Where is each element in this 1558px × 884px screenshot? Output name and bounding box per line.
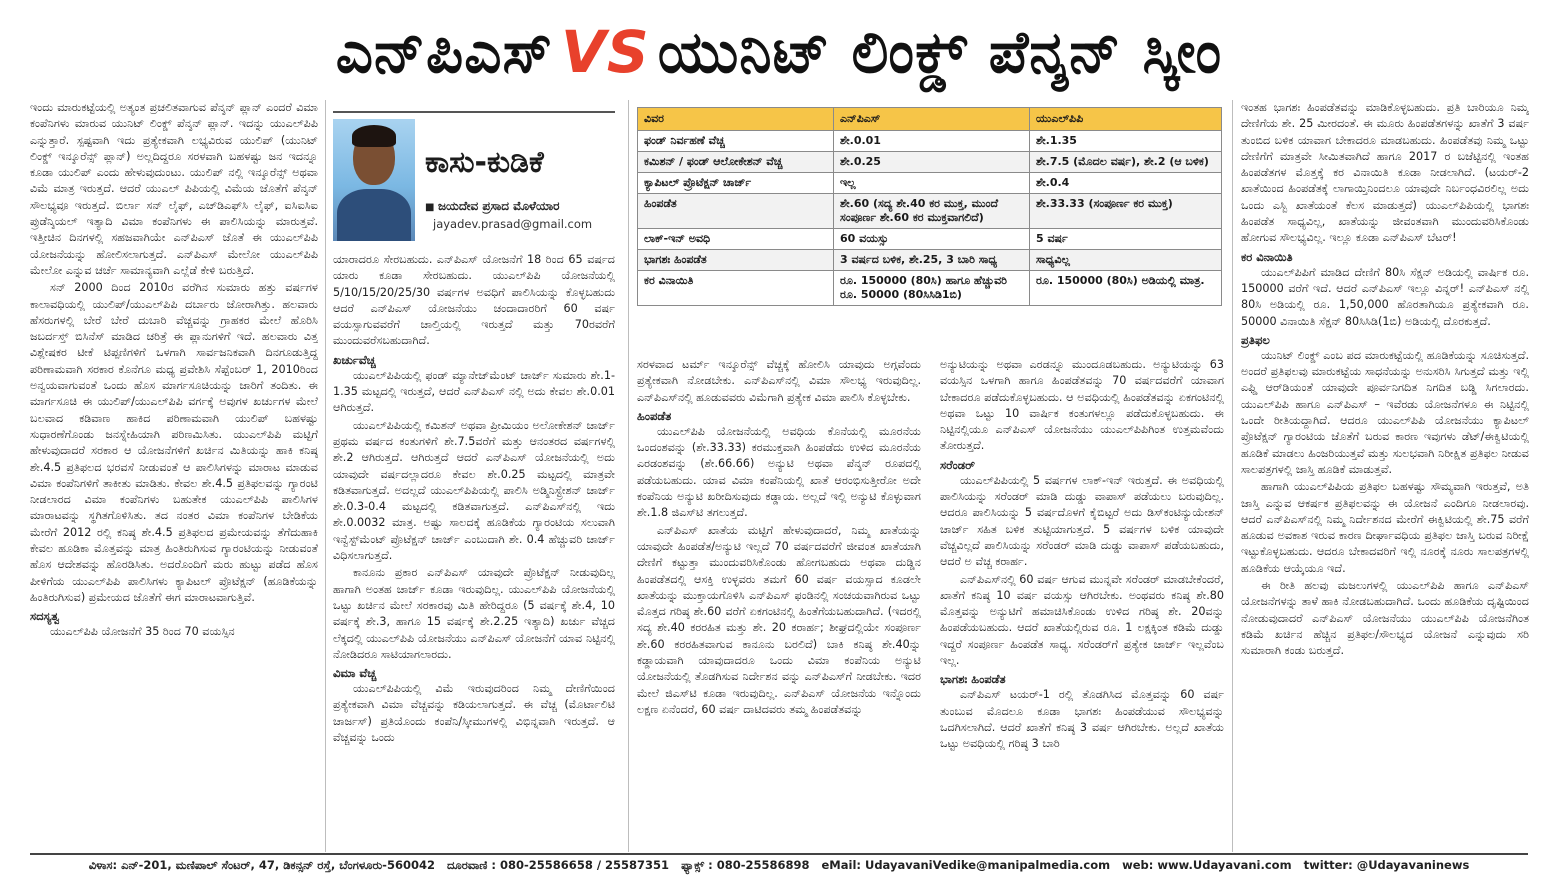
table-cell: ಕಮಿಶನ್ / ಫಂಡ್ ಆಲೋಕೇಶನ್ ವೆಚ್ಚ <box>638 152 834 173</box>
column-email[interactable]: jayadev.prasad@gmail.com <box>433 217 593 231</box>
subheading: ಭಾಗಶಃ ಹಿಂಪಡೆತ <box>940 672 1006 687</box>
article-column-4 <box>940 357 1224 852</box>
headline-left: ಎನ್‌ಪಿಎಸ್ <box>335 18 554 86</box>
column-divider <box>1232 100 1233 852</box>
table-row <box>638 271 1222 306</box>
footer-twitter[interactable]: twitter: @Udayavaninews <box>1303 858 1470 872</box>
paragraph: ಸನ್ 2000 ದಿಂದ 2010ರ ವರೆಗಿನ ಸುಮಾರು ಹತ್ತು ವರ್ಷಗಳ ಕಾಲಾವಧಿಯಲ್ಲಿ ಯುಲಿಪ್/ಯುಎಲ್‌ಪಿಪಿ ದರ್ಬಾರು ಜೋರಾಗಿತ್ತು. ಹಲವಾರು ಹೆಸರುಗಳಲ್ಲಿ ಬೇರೆ ಬೇರೆ ದುಬಾರಿ ವೆಚ್ಚವನ್ನು ಗ್ರಾಹಕರ ಮೇಲೆ ಹೊರಿಸಿ ಜಬರ್ದಸ್ತ್ ಬಿಸಿನೆಸ್ ಮಾಡಿದ ಚರಿತ್ರೆ ಈ ಪ್ಲಾನುಗಳಿಗೆ ಇದೆ. ಹಲವಾರು ವಿತ್ತ ವಿಶ್ಲೇಷಕರ ಟೀಕೆ ಟಿಪ್ಪಣಿಗಳಿಗೆ ಒಳಗಾಗಿ ಸಾರ್ವಜನಿಕವಾಗಿ ದಿನಗೂಡುತ್ತಿದ್ದ ಪರಿಣಾಮವಾಗಿ ಸರಕಾರ ಕೊನೆಗೂ ಮಧ್ಯ ಪ್ರವೇಶಿಸಿ ಸೆಪ್ಟೆಂಬರ್ 1, 2010ರಿಂದ ಅನ್ವಯವಾಗುವಂತೆ ಒಂದು ಹೊಸ ಮಾರ್ಗಸೂಚಿಯನ್ನು ಜಾರಿಗೆ ತಂದಿತು. ಈ ಮಾರ್ಗಸೂಚಿ ಈ ಯುಲಿಪ್/ಯುಎಲ್‌ಪಿಪಿ ವರ್ಗಕ್ಕೆ ಅವುಗಳ ಖರ್ಚುಗಳ ಮೇಲೆ ಬಲವಾದ ಕಡಿವಾಣ ಹಾಕಿದ ಪರಿಣಾಮವಾಗಿ ಯುಲಿಪ್ ಬಹಳಷ್ಟು ಸುಧಾರಣೆಗೊಂಡು ಜನಸ್ನೇಹಿಯಾಗಿ ಪರಿಣಮಿಸಿತು. ಯುಎಲ್‌ಪಿಪಿ ಮಟ್ಟಿಗೆ ಹೇಳುವುದಾದರೆ ಸರಕಾರ ಆ ಯೋಜನೆಗಳಿಗೆ ಖರ್ಚಿನ ಮಿತಿಯನ್ನು ಹಾಕಿ ಕನಿಷ್ಠ ಶೇ.4.5 ಪ್ರತಿಫಲದ ಭರವಸೆ ನೀಡುವಂತೆ ಆ ಪಾಲಿಸಿಗಳನ್ನು ಮಾರಾಟ ಮಾಡುವ ವಿಮಾ ಕಂಪೆನಿಗಳಿಗೆ ತಾಕೀತು ಮಾಡಿತು. ಕೇವಲ ಶೇ.4.5 ಪ್ರತಿಫಲವನ್ನು ಗ್ಯಾರಂಟಿ ನೀಡಲಾರದ ವಿಮಾ ಕಂಪೆನಿಗಳು ಬಹುತೇಕ ಯುಎಲ್‌ಪಿಪಿ ಪಾಲಿಸಿಗಳ ಮಾರಾಟವನ್ನು ಸ್ಥಗಿತಗೊಳಿಸಿತು. ತದ ನಂತರ ವಿಮಾ ಕಂಪೆನಿಗಳ ಬೇಡಿಕೆಯ ಮೇರೆಗೆ 2012 ರಲ್ಲಿ ಕನಿಷ್ಠ ಶೇ.4.5 ಪ್ರತಿಫಲದ ಪ್ರಮೇಯವನ್ನು ತೆಗೆದುಹಾಕಿ ಕೇವಲ ಹೂಡಿಕಾ ಮೊತ್ತವನ್ನು ಮಾತ್ರ ಹಿಂತಿರುಗಿಸುವ ಗ್ಯಾರಂಟಿಯನ್ನು ನೀಡುವಂತೆ ಹೊಸ ಆದೇಶವನ್ನು ಹೊರಡಿಸಿತು. ಅದರೊಂದಿಗೆ ಮರು ಹುಟ್ಟು ಪಡೆದ ಹೊಸ ಪೀಳಿಗೆಯ ಯುಎಲ್‌ಪಿಪಿ ಪಾಲಿಸಿಗಳು ಕ್ಯಾಪಿಟಲ್ ಪ್ರೊಟೆಕ್ಷನ್ (ಹೂಡಿಕೆಯನ್ನು ಹಿಂತಿರುಗಿಸುವ) ಪ್ರಮೇಯದ ಜೊತೆಗೆ ಈಗ ಮಾರಾಟವಾಗುತ್ತಿವೆ. <box>30 281 318 604</box>
table-cell: ಕ್ಯಾಪಿಟಲ್ ಪ್ರೊಟೆಕ್ಷನ್ ಚಾರ್ಜ್ <box>638 173 834 194</box>
column-divider <box>628 100 629 852</box>
table-cell: ಹಿಂಪಡೆತ <box>638 194 834 229</box>
paragraph: ಯಾರಾದರೂ ಸೇರಬಹುದು. ಎನ್‌ಪಿಎಸ್ ಯೋಜನೆಗೆ 18 ರಿಂದ 65 ವರ್ಷದ ಯಾರು ಕೂಡಾ ಸೇರಬಹುದು. ಯುಎಲ್‌ಪಿಪಿ ಯೋಜನೆಯಲ್ಲಿ 5/10/15/20/25/30 ವರ್ಷಗಳ ಅವಧಿಗೆ ಪಾಲಿಸಿಯನ್ನು ಕೊಳ್ಳಬಹುದು ಆದರೆ ಎನ್‌ಪಿಎಸ್ ಯೋಜನೆಯು ಚಂದಾದಾರರಿಗೆ 60 ವರ್ಷ ವಯಸ್ಸಾಗುವವರೆಗೆ ಚಾಲ್ತಿಯಲ್ಲಿ ಇರುತ್ತದೆ ಮತ್ತು 70ರವರೆಗೆ ಮುಂದುವರೆಸಬಹುದಾಗಿದೆ. <box>333 253 615 348</box>
table-cell: ರೂ. 150000 (80ಸಿ) ಅಡಿಯಲ್ಲಿ ಮಾತ್ರ. <box>1030 271 1222 306</box>
table-cell: ಇಲ್ಲ <box>834 173 1030 194</box>
table-header-cell: ವಿವರ <box>638 108 834 131</box>
table-cell: ಶೇ.60 (ಸದ್ಯ ಶೇ.40 ಕರ ಮುಕ್ತ, ಮುಂದೆ ಸಂಪೂರ್ಣ ಶೇ.60 ಕರ ಮುಕ್ತವಾಗಲಿದೆ) <box>834 194 1030 229</box>
comparison-table <box>637 107 1222 306</box>
headline-right: ಯುನಿಟ್ ಲಿಂಕ್ಡ್ ಪೆನ್ಶನ್ ಸ್ಕೀಂ <box>657 18 1223 86</box>
paragraph: ಯುಎಲ್‌ಪಿಪಿಯಲ್ಲಿ 5 ವರ್ಷಗಳ ಲಾಕ್-ಇನ್ ಇರುತ್ತದೆ. ಈ ಅವಧಿಯಲ್ಲಿ ಪಾಲಿಸಿಯನ್ನು ಸರೆಂಡರ್ ಮಾಡಿ ದುಡ್ಡು ವಾಪಾಸ್ ಪಡೆಯಲು ಬರುವುದಿಲ್ಲ. ಆದರೂ ಪಾಲಿಸಿಯನ್ನು 5 ವರ್ಷದೊಳಗೆ ಕೈಬಿಟ್ಟರೆ ಅದು ಡಿಸ್‌ಕಂಟಿನ್ಯುಯೇಶನ್ ಚಾರ್ಜ್ ಸಹಿತ ಬಳಿಕ ತುಟ್ಟಿಯಾಗುತ್ತದೆ. 5 ವರ್ಷಗಳ ಬಳಿಕ ಯಾವುದೇ ವೆಚ್ಚವಿಲ್ಲದೆ ಪಾಲಿಸಿಯನ್ನು ಸರೆಂಡರ್ ಮಾಡಿ ದುಡ್ಡು ವಾಪಾಸ್ ಪಡೆಯಬಹುದು, ಆದರೆ ಅ ವೆಚ್ಚ ಕರಾರ್ಹ. <box>940 473 1224 569</box>
table-cell: ರೂ. 150000 (80ಸಿ) ಹಾಗೂ ಹೆಚ್ಚುವರಿ ರೂ. 50000 (80ಸಿಸಿಡಿ1ಬಿ) <box>834 271 1030 306</box>
paragraph: ಹಾಗಾಗಿ ಯುಎಲ್‌ಪಿಪಿಯ ಪ್ರತಿಫಲ ಬಹಳಷ್ಟು ಸೌಮ್ಯವಾಗಿ ಇರುತ್ತವೆ, ಅತಿ ಜಾಸ್ತಿ ಎನ್ನುವ ಆಕರ್ಷಕ ಪ್ರತಿಫಲವನ್ನು ಈ ಯೋಜನೆ ಎಂದಿಗೂ ನೀಡಲಾರವು. ಆದರೆ ಎನ್‌ಪಿಎಸ್‌ನಲ್ಲಿ ನಿಮ್ಮ ನಿರ್ದೇಶನದ ಮೇರೆಗೆ ಈಕ್ವಿಟಿಯಲ್ಲಿ ಶೇ.75 ವರೆಗೆ ಹೂಡುವ ಅವಕಾಶ ಇರುವ ಕಾರಣ ದೀರ್ಘಾವಧಿಯ ಪ್ರತಿಫಲ ಜಾಸ್ತಿ ಬರುವ ನಿರೀಕ್ಷೆ ಇಟ್ಟುಕೊಳ್ಳಬಹುದು. ಆದರೂ ಬೇಕಾದವರಿಗೆ ಇಲ್ಲಿ ನೂರಕ್ಕೆ ನೂರು ಸಾಲಪತ್ರಗಳಲ್ಲಿ ಹೂಡಿಕೆಯ ಆಯ್ಕೆಯೂ ಇದೆ. <box>1241 480 1529 575</box>
table-header-cell: ಎನ್‌ಪಿಎಸ್ <box>834 108 1030 131</box>
table-cell: ಶೇ.7.5 (ಮೊದಲ ವರ್ಷ), ಶೇ.2 (ಆ ಬಳಿಕ) <box>1030 152 1222 173</box>
table-cell: ಸಾಧ್ಯವಿಲ್ಲ <box>1030 250 1222 271</box>
article-column-2 <box>333 252 615 852</box>
footer <box>30 858 1528 873</box>
paragraph: ಯುಎಲ್‌ಪಿಪಿ ಯೋಜನೆಯಲ್ಲಿ ಅವಧಿಯ ಕೊನೆಯಲ್ಲಿ ಮೂರನೆಯ ಒಂದಂಶವನ್ನು (ಶೇ.33.33) ಕರಮುಕ್ತವಾಗಿ ಹಿಂಪಡೆದು ಉಳಿದ ಮೂರನೆಯ ಎರಡಂಶವನ್ನು (ಶೇ.66.66) ಅನ್ಯುಟಿ ಅಥವಾ ಪೆನ್ಶನ್ ರೂಪದಲ್ಲಿ ಪಡೆಯಬಹುದು. ಯಾವ ವಿಮಾ ಕಂಪೆನಿಯಲ್ಲಿ ಖಾತೆ ಆರಂಭಿಸುತ್ತೀರೋ ಅದೇ ಕಂಪೆನಿಯ ಅನ್ಯುಟಿ ಖರೀದಿಸುವುದು ಕಡ್ಡಾಯ. ಅಲ್ಲದೆ ಇಲ್ಲಿ ಅನ್ಯುಟಿ ಕೊಳ್ಳುವಾಗ ಶೇ.1.8 ಜಿಎಸ್‌ಟಿ ತಗಲುತ್ತದೆ. <box>637 424 921 520</box>
table-cell: ಭಾಗಶಃ ಹಿಂಪಡೆತ <box>638 250 834 271</box>
column-title: ಕಾಸು-ಕುಡಿಕೆ <box>425 145 544 180</box>
article-column-1 <box>30 100 318 852</box>
paragraph: ಅನ್ಯುಟಿಯನ್ನು ಅಥವಾ ಎರಡನ್ನೂ ಮುಂದೂಡಬಹುದು. ಅನ್ಯುಟಿಯನ್ನು 63 ವಯಸ್ಸಿನ ಒಳಗಾಗಿ ಹಾಗೂ ಹಿಂಪಡೆತವನ್ನು 70 ವರ್ಷದವರೆಗೆ ಯಾವಾಗ ಬೇಕಾದರೂ ಪಡೆದುಕೊಳ್ಳಬಹುದು. ಆ ಅವಧಿಯಲ್ಲಿ ಹಿಂಪಡೆತವನ್ನು ಏಕಗಂಟಿನಲ್ಲಿ ಅಥವಾ ಒಟ್ಟು 10 ವಾರ್ಷಿಕ ಕಂತುಗಳಲ್ಲೂ ಪಡೆದುಕೊಳ್ಳಬಹುದು. ಈ ನಿಟ್ಟಿನಲ್ಲಿಯೂ ಎನ್‌ಪಿಎಸ್ ಯೋಜನೆಯು ಯುಎಲ್‌ಪಿಪಿಗಿಂತ ಉತ್ತಮವೆಂದು ತೋರುತ್ತದೆ. <box>940 358 1224 453</box>
paragraph: ಯುನಿಟ್ ಲಿಂಕ್ಡ್ ಎಂಬ ಪದ ಮಾರುಕಟ್ಟೆಯಲ್ಲಿ ಹೂಡಿಕೆಯನ್ನು ಸೂಚಿಸುತ್ತದೆ. ಅಂದರೆ ಪ್ರತಿಫಲವು ಮಾರುಕಟ್ಟೆಯ ಸಾಧನೆಯನ್ನು ಅನುಸರಿಸಿ ಸಿಗುತ್ತದೆ ಮತ್ತು ಇಲ್ಲಿ ಎಫ್ಡಿ ಆರ್‌ಡಿಯಂತೆ ಯಾವುದೇ ಪೂರ್ವನಿಗದಿತ ನಿಗದಿತ ಬಡ್ಡಿ ಸಿಗಲಾರದು. ಯುಎಲ್‌ಪಿಪಿ ಹಾಗೂ ಎನ್‌ಪಿಎಸ್ – ಇವೆರಡು ಯೋಜನೆಗಳೂ ಈ ನಿಟ್ಟಿನಲ್ಲಿ ಒಂದೇ ರೀತಿಯದ್ದಾಗಿದೆ. ಆದರೂ ಯುಎಲ್‌ಪಿಪಿ ಯೋಜನೆಯು ಕ್ಯಾಪಿಟಲ್ ಪ್ರೊಟೆಕ್ಷನ್ ಗ್ಯಾರಂಟಿಯ ಜೊತೆಗೆ ಬರುವ ಕಾರಣ ಇವುಗಳು ಡೆಟ್/ಈಕ್ವಿಟಿಯಲ್ಲಿ ಹೂಡಿಕೆ ಮಾಡಲು ಹಿಂಜರಿಯುತ್ತವೆ ಮತ್ತು ಸುಲಭವಾಗಿ ನಿರೀಕ್ಷಿತ ಪ್ರತಿಫಲ ನೀಡುವ ಸಾಲಪತ್ರಗಳಲ್ಲಿ ಜಾಸ್ತಿ ಹೂಡಿಕೆ ಮಾಡುತ್ತವೆ. <box>1241 348 1529 476</box>
footer-web[interactable]: web: www.Udayavani.com <box>1122 858 1292 872</box>
table-cell: ಶೇ.33.33 (ಸಂಪೂರ್ಣ ಕರ ಮುಕ್ತ) <box>1030 194 1222 229</box>
table-row <box>638 131 1222 152</box>
paragraph: ಯುಎಲ್‌ಪಿಪಿಯಲ್ಲಿ ಕಮಿಶನ್ ಅಥವಾ ಪ್ರೀಮಿಯಂ ಅಲೋಕೇಶನ್ ಚಾರ್ಜ್ ಪ್ರಥಮ ವರ್ಷದ ಕಂತುಗಳಿಗೆ ಶೇ.7.5ವರೆಗೆ ಮತ್ತು ಆನಂತರದ ವರ್ಷಗಳಲ್ಲಿ ಶೇ.2 ಆಗಿರುತ್ತದೆ. ಆಗಿರುತ್ತದೆ ಆದರೆ ಎನ್‌ಪಿಎಸ್ ಯೋಜನೆಯಲ್ಲಿ ಅದು ಯಾವುದೇ ವರ್ಷದಲ್ಲಾದರೂ ಕೇವಲ ಶೇ.0.25 ಮಟ್ಟದಲ್ಲಿ ಮಾತ್ರವೇ ಕಡಿತವಾಗುತ್ತದೆ. ಅದಲ್ಲದೆ ಯುಎಲ್‌ಪಿಪಿಯಲ್ಲಿ ಪಾಲಿಸಿ ಅಡ್ಮಿನಿಸ್ಟ್ರೇಶನ್ ಚಾರ್ಜ್ ಶೇ.0.3-0.4 ಮಟ್ಟದಲ್ಲಿ ಕಡಿತವಾಗುತ್ತದೆ. ಎನ್‌ಪಿಎಸ್‌ನಲ್ಲಿ ಇದು ಶೇ.0.0032 ಮಾತ್ರ. ಅಷ್ಟು ಸಾಲದಕ್ಕೆ ಹೂಡಿಕೆಯ ಗ್ಯಾರಂಟಿಯ ಸಲುವಾಗಿ ಇನ್ವೆಸ್ಟ್‌ಮೆಂಟ್ ಪ್ರೊಟೆಕ್ಷನ್ ಚಾರ್ಜ್ ಎಂಬುದಾಗಿ ಶೇ. 0.4 ಹೆಚ್ಚುವರಿ ಚಾರ್ಜ್ ವಿಧಿಸಲಾಗುತ್ತದೆ. <box>333 418 615 563</box>
columnist-photo <box>333 119 415 241</box>
subheading: ಸದಸ್ಯತ್ವ <box>30 609 60 624</box>
footer-fax: ಫ್ಯಾಕ್ಸ್ : 080-25586898 <box>681 858 810 872</box>
table-header-cell: ಯುಎಲ್‌ಪಿಪಿ <box>1030 108 1222 131</box>
table-cell: 60 ವಯಸ್ಸು <box>834 229 1030 250</box>
paragraph: ಯುಎಲ್‌ಪಿಪಿಯಲ್ಲಿ ಫಂಡ್ ಮ್ಯಾನೇಜ್‌ಮೆಂಟ್ ಚಾರ್ಜ್ ಸುಮಾರು ಶೇ.1-1.35 ಮಟ್ಟದಲ್ಲಿ ಇರುತ್ತದೆ, ಆದರೆ ಎನ್‌ಪಿಎಸ್ ನಲ್ಲಿ ಅದು ಕೇವಲ ಶೇ.0.01 ಆಗಿರುತ್ತದೆ. <box>333 368 615 415</box>
headline <box>0 12 1558 92</box>
paragraph: ಸರಳವಾದ ಟರ್ಮ್ ಇನ್ಶೂರೆನ್ಸ್ ವೆಚ್ಚಕ್ಕೆ ಹೋಲಿಸಿ ಯಾವುದು ಅಗ್ಗವೆಂದು ಪ್ರತ್ಯೇಕವಾಗಿ ನೋಡಬೇಕು. ಎನ್‌ಪಿಎಸ್‌ನಲ್ಲಿ ವಿಮಾ ಸೌಲಭ್ಯ ಇರುವುದಿಲ್ಲ. ಎನ್‌ಪಿಎಸ್‌ನಲ್ಲಿ ಹೂಡುವವರು ವಿಮೆಗಾಗಿ ಪ್ರತ್ಯೇಕ ವಿಮಾ ಪಾಲಿಸಿ ಕೊಳ್ಳಬೇಕು. <box>637 358 921 404</box>
table-cell: ಶೇ.0.4 <box>1030 173 1222 194</box>
divider <box>333 111 615 113</box>
paragraph: ಇಂದು ಮಾರುಕಟ್ಟೆಯಲ್ಲಿ ಅತ್ಯಂತ ಪ್ರಚಲಿತವಾಗುವ ಪೆನ್ಶನ್ ಪ್ಲಾನ್ ಎಂದರೆ ವಿಮಾ ಕಂಪೆನಿಗಳು ಮಾರುವ ಯುನಿಟ್ ಲಿಂಕ್ಡ್ ಪೆನ್ಶನ್ ಪ್ಲಾನ್. ಇದನ್ನು ಯುಎಲ್‌ಪಿಪಿ ಎನ್ನುತ್ತಾರೆ. ಸ್ಪಷ್ಟವಾಗಿ ಇದು ಪ್ರತ್ಯೇಕವಾಗಿ ಲಭ್ಯವಿರುವ ಯುಲಿಪ್ (ಯುನಿಟ್ ಲಿಂಕ್ಡ್ ಇನ್ಶೂರೆನ್ಸ್ ಪ್ಲಾನ್) ಅಲ್ಲದಿದ್ದರೂ ಸರಳವಾಗಿ ಬಹಳಷ್ಟು ಜನ ಇದನ್ನೂ ಕೂಡಾ ಯುಲಿಪ್ ಎಂದು ಹೇಳುವುದುಂಟು. ಯುಲಿಪ್ ನಲ್ಲಿ ಇನ್ಶೂರೆನ್ಸ್ ಅಥವಾ ವಿಮೆ ಮಾತ್ರ ಇರುತ್ತದೆ. ಆದರೆ ಯುಎಲ್ ಪಿಪಿಯಲ್ಲಿ ವಿಮೆಯ ಜೊತೆಗೆ ಪೆನ್ಶನ್ ಸೌಲಭ್ಯವೂ ಇರುತ್ತದೆ. ಬಿರ್ಲಾ ಸನ್ ಲೈಫ್, ಎಚ್‌ಡಿಎಫ್‌ಸಿ ಲೈಫ್, ಐಸಿಐಸಿಐ ಪ್ರುಡೆನ್ಶಿಯಲ್ ಇತ್ಯಾದಿ ವಿಮಾ ಕಂಪೆನಿಗಳು ಈ ಪಾಲಿಸಿಯನ್ನು ಮಾರುತ್ತವೆ. ಇತ್ತೀಚಿನ ದಿನಗಳಲ್ಲಿ ಸಹಜವಾಗಿಯೇ ಎನ್‌ಪಿಎಸ್ ಜೊತೆ ಈ ಯುಎಲ್‌ಪಿಪಿ ಯೋಜನೆಯನ್ನು ಹೋಲಿಸಲಾಗುತ್ತದೆ. ಎನ್‌ಪಿಎಸ್ ಮೇಲೋ ಯುಎಲ್‌ಪಿಪಿ ಮೇಲೋ ಎನ್ನುವ ಚರ್ಚೆ ಸಾಮಾನ್ಯವಾಗಿ ಎಲ್ಲೆಡೆ ಕೇಳಿ ಬರುತ್ತಿದೆ. <box>30 101 318 277</box>
column-author: ■ ಜಯದೇವ ಪ್ರಸಾದ ಮೊಳೆಯಾರ <box>425 199 559 214</box>
paragraph: ಯುಎಲ್‌ಪಿಪಿಗೆ ಮಾಡಿದ ದೇಣಿಗೆ 80ಸಿ ಸೆಕ್ಷನ್ ಅಡಿಯಲ್ಲಿ ವಾರ್ಷಿಕ ರೂ. 150000 ವರೆಗೆ ಇದೆ. ಆದರೆ ಎನ್‌ಪಿಎಸ್ ಇಲ್ಲೂ ವಿನ್ನರ್! ಎನ್‌ಪಿಎಸ್ ನಲ್ಲಿ 80ಸಿ ಅಡಿಯಲ್ಲಿ ರೂ. 1,50,000 ಹೊರತಾಗಿಯೂ ಪ್ರತ್ಯೇಕವಾಗಿ ರೂ. 50000 ವಿನಾಯಿತಿ ಸೆಕ್ಷನ್ 80ಸಿಸಿಡಿ(1ಬಿ) ಅಡಿಯಲ್ಲಿ ದೊರಕುತ್ತದೆ. <box>1241 265 1529 328</box>
subheading: ವಿಮಾ ವೆಚ್ಚ <box>333 666 377 681</box>
paragraph: ಈ ರೀತಿ ಹಲವು ಮಜಲುಗಳಲ್ಲಿ ಯುಎಲ್‌ಪಿಪಿ ಹಾಗೂ ಎನ್‌ಪಿಎಸ್ ಯೋಜನೆಗಳನ್ನು ತಾಳೆ ಹಾಕಿ ನೋಡಬಹುದಾಗಿದೆ. ಒಂದು ಹೂಡಿಕೆಯ ದೃಷ್ಟಿಯಿಂದ ನೋಡುವುದಾದರೆ ಎನ್‌ಪಿಎಸ್ ಯೋಜನೆಯು ಯುಎಲ್‌ಪಿಪಿ ಯೋಜನೆಗಿಂತ ಕಡಿಮೆ ಖರ್ಚಿನ ಹೆಚ್ಚಿನ ಪ್ರತಿಫಲ/ಸೌಲಭ್ಯದ ಯೋಜನೆ ಎನ್ನುವುದು ಸರಿ ಸುಮಾರಾಗಿ ಕಂಡು ಬರುತ್ತದೆ. <box>1241 579 1529 658</box>
headline-vs: VS <box>561 18 650 86</box>
column-divider <box>325 100 326 852</box>
table-cell: ಲಾಕ್-ಇನ್ ಅವಧಿ <box>638 229 834 250</box>
paragraph: ಇಂತಹ ಭಾಗಶಃ ಹಿಂಪಡೆತವನ್ನು ಮಾಡಿಕೊಳ್ಳಬಹುದು. ಪ್ರತಿ ಬಾರಿಯೂ ನಿಮ್ಮ ದೇಣಿಗೆಯ ಶೇ. 25 ಮೀರದಂತೆ. ಈ ಮೂರು ಹಿಂಪಡೆತಗಳನ್ನು ಖಾತೆಗೆ 3 ವರ್ಷ ತುಂಬಿದ ಬಳಿಕ ಯಾವಾಗ ಬೇಕಾದರೂ ಮಾಡಬಹುದು. ಹಿಂಪಡೆತವು ನಿಮ್ಮ ಒಟ್ಟು ದೇಣಿಗೆಗೆ ಮಾತ್ರವೇ ಸೀಮಿತವಾಗಿದೆ ಹಾಗೂ 2017 ರ ಬಜೆಟ್ಟಿನಲ್ಲಿ ಇಂತಹ ಹಿಂಪಡೆತಗಳ ಮೊತ್ತಕ್ಕೆ ಕರ ವಿನಾಯಿತಿ ಕೂಡಾ ನೀಡಲಾಗಿದೆ. (ಟಯರ್-2 ಖಾತೆಯಿಂದ ಹಿಂಪಡೆತಕ್ಕೆ ಲಾಗಾಯ್ತಿನಿಂದಲೂ ಯಾವುದೇ ನಿರ್ಬಂಧವಿರಲಿಲ್ಲ ಅದು ಒಂದು ಎಸ್ಬಿ ಖಾತೆಯಂತೆ ಕೆಲಸ ಮಾಡುತ್ತದೆ) ಯುಎಲ್‌ಪಿಪಿಯಲ್ಲಿ ಭಾಗಶಃ ಹಿಂಪಡೆತ ಸಾಧ್ಯವಿಲ್ಲ, ಖಾತೆಯನ್ನು ಜೀವಂತವಾಗಿ ಮುಂದುವರಿಸಿಕೊಂಡು ಹೋಗುವ ಸೌಲಭ್ಯವಿಲ್ಲ. ಇಲ್ಲೂ ಕೂಡಾ ಎನ್‌ಪಿಎಸ್ ಬೆಟರ್! <box>1241 101 1529 245</box>
article-column-5 <box>1241 100 1529 852</box>
table-cell: ಫಂಡ್ ನಿರ್ವಹಣೆ ವೆಚ್ಚ <box>638 131 834 152</box>
article-column-3 <box>637 357 921 852</box>
table-cell: ಶೇ.1.35 <box>1030 131 1222 152</box>
table-row <box>638 152 1222 173</box>
paragraph: ಯುಎಲ್‌ಪಿಪಿ ಯೋಜನೆಗೆ 35 ರಿಂದ 70 ವಯಸ್ಸಿನ <box>50 625 235 639</box>
table-cell: 5 ವರ್ಷ <box>1030 229 1222 250</box>
paragraph: ಎನ್‌ಪಿಎಸ್ ಟಯರ್-1 ರಲ್ಲಿ ತೊಡಗಿಸಿದ ಮೊತ್ತವನ್ನು 60 ವರ್ಷ ತುಂಬುವ ಮೊದಲೂ ಕೂಡಾ ಭಾಗಶಃ ಹಿಂಪಡೆಯುವ ಸೌಲಭ್ಯವನ್ನು ಒದಗಿಸಲಾಗಿದೆ. ಆದರೆ ಖಾತೆಗೆ ಕನಿಷ್ಠ 3 ವರ್ಷ ಆಗಿರಬೇಕು. ಅಲ್ಲದೆ ಖಾತೆಯ ಒಟ್ಟು ಅವಧಿಯಲ್ಲಿ ಗರಿಷ್ಠ 3 ಬಾರಿ <box>940 688 1224 751</box>
table-header-row <box>638 108 1222 131</box>
table-row <box>638 173 1222 194</box>
table-row <box>638 250 1222 271</box>
footer-phone: ದೂರವಾಣಿ : 080-25586658 / 25587351 <box>446 858 670 872</box>
table-cell: ಕರ ವಿನಾಯಿತಿ <box>638 271 834 306</box>
subheading: ಕರ ವಿನಾಯಿತಿ <box>1241 249 1293 264</box>
footer-divider <box>30 853 1528 855</box>
subheading: ಸರೆಂಡರ್ <box>940 457 975 472</box>
paragraph: ಯುಎಲ್‌ಪಿಪಿಯಲ್ಲಿ ವಿಮೆ ಇರುವುದರಿಂದ ನಿಮ್ಮ ದೇಣಿಗೆಯಿಂದ ಪ್ರತ್ಯೇಕವಾಗಿ ವಿಮಾ ವೆಚ್ಚವನ್ನು ಕಡಿಯಲಾಗುತ್ತದೆ. ಈ ವೆಚ್ಚ (ಮೊರ್ಟಾಲಿಟಿ ಚಾರ್ಜಸ್) ಪ್ರತಿಯೊಂದು ಕಂಪೆನಿ/ಸ್ಕೀಮುಗಳಲ್ಲಿ ವಿಭಿನ್ನವಾಗಿ ಇರುತ್ತದೆ. ಆ ವೆಚ್ಚವನ್ನು ಒಂದು <box>333 682 615 745</box>
paragraph: ಎನ್‌ಪಿಎಸ್‌ನಲ್ಲಿ 60 ವರ್ಷ ಆಗುವ ಮುನ್ನವೇ ಸರೆಂಡರ್ ಮಾಡಬೇಕೆಂದರೆ, ಖಾತೆಗೆ ಕನಿಷ್ಠ 10 ವರ್ಷ ವಯಸ್ಸು ಆಗಿರಬೇಕು. ಅಂಥವರು ಕನಿಷ್ಠ ಶೇ.80 ಮೊತ್ತವನ್ನು ಅನ್ಯುಟಿಗೆ ಹಮಾಚಿಸಿಕೊಂಡು ಉಳಿದ ಗರಿಷ್ಠ ಶೇ. 20ವನ್ನು ಹಿಂಪಡೆಯಬಹುದು. ಆದರೆ ಖಾತೆಯಲ್ಲಿರುವ ರೂ. 1 ಲಕ್ಷಕ್ಕಿಂತ ಕಡಿಮೆ ದುಡ್ಡು ಇದ್ದರೆ ಸಂಪೂರ್ಣ ಹಿಂಪಡೆತ ಸಾಧ್ಯ. ಸರೆಂಡರ್‌ಗೆ ಪ್ರತ್ಯೇಕ ಚಾರ್ಜ್ ಇಲ್ಲವೆಂಬ ಇಲ್ಲ. <box>940 572 1224 668</box>
table-cell: ಶೇ.0.25 <box>834 152 1030 173</box>
table-cell: ಶೇ.0.01 <box>834 131 1030 152</box>
subheading: ಪ್ರತಿಫಲ <box>1241 332 1270 347</box>
table-row <box>638 194 1222 229</box>
footer-address: ವಿಳಾಸ: ಎನ್-201, ಮಣಿಪಾಲ್ ಸೆಂಟರ್, 47, ಡಿಕನ್ಸನ್ ರಸ್ತೆ, ಬೆಂಗಳೂರು-560042 <box>88 858 435 872</box>
columnist-box <box>333 111 615 243</box>
paragraph: ಕಾನೂನು ಪ್ರಕಾರ ಎನ್‌ಪಿಎಸ್ ಯಾವುದೇ ಪ್ರೊಟೆಕ್ಷನ್ ನೀಡುವುದಿಲ್ಲ ಹಾಗಾಗಿ ಅಂತಹ ಚಾರ್ಜ್ ಕೂಡಾ ಇರುವುದಿಲ್ಲ. ಯುಎಲ್‌ಪಿಪಿ ಯೋಜನೆಯಲ್ಲಿ ಒಟ್ಟು ಖರ್ಚಿನ ಮೇಲೆ ಸರಕಾರವು ಮಿತಿ ಹೇರಿದ್ದರೂ (5 ವರ್ಷಕ್ಕೆ ಶೇ.4, 10 ವರ್ಷಕ್ಕೆ ಶೇ.3, ಹಾಗೂ 15 ವರ್ಷಕ್ಕೆ ಶೇ.2.25 ಇತ್ಯಾದಿ) ಖರ್ಚು ವೆಚ್ಚದ ಲೆಕ್ಕದಲ್ಲಿ ಯುಎಲ್‌ಪಿಪಿ ಯೋಜನೆಯು ಎನ್‌ಪಿಎಸ್ ಯೋಜನೆಗೆ ಯಾವ ನಿಟ್ಟಿನಲ್ಲಿ ನೋಡಿದರೂ ಸಾಟಿಯಾಗಲಾರದು. <box>333 566 615 661</box>
paragraph: ಎನ್‌ಪಿಎಸ್ ಖಾತೆಯ ಮಟ್ಟಿಗೆ ಹೇಳುವುದಾದರೆ, ನಿಮ್ಮ ಖಾತೆಯನ್ನು ಯಾವುದೇ ಹಿಂಪಡೆತ/ಅನ್ಯುಟಿ ಇಲ್ಲದೆ 70 ವರ್ಷದವರೆಗೆ ಜೀವಂತ ಖಾತೆಯಾಗಿ ದೇಣಿಗೆ ಕಟ್ಟುತ್ತಾ ಮುಂದುವರಿಸಿಕೊಂಡು ಹೋಗಬಹುದು ಅಥವಾ ದುಡ್ಡಿನ ಹಿಂಪಡೆತದಲ್ಲಿ ಆಸಕ್ತಿ ಉಳ್ಳವರು ತಮಗೆ 60 ವರ್ಷ ವಯಸ್ಸಾದ ಕೂಡಲೇ ಖಾತೆಯನ್ನು ಮುಕ್ತಾಯಗೊಳಿಸಿ ಎನ್‌ಪಿಎಸ್ ಫಂಡಿನಲ್ಲಿ ಸಂಚಯವಾಗಿರುವ ಒಟ್ಟು ಮೊತ್ತದ ಗರಿಷ್ಠ ಶೇ.60 ವರೆಗೆ ಏಕಗಂಟಿನಲ್ಲಿ ಹಿಂತೆಗೆಯಬಹುದಾಗಿದೆ. (ಇದರಲ್ಲಿ ಸದ್ಯ ಶೇ.40 ಕರರಹಿತ ಮತ್ತು ಶೇ. 20 ಕರಾರ್ಹ; ಶೀಘ್ರದಲ್ಲಿಯೇ ಸಂಪೂರ್ಣ ಶೇ.60 ಕರರಹಿತವಾಗುವ ಕಾನೂನು ಬರಲಿದೆ) ಬಾಕಿ ಕನಿಷ್ಠ ಶೇ.40ನ್ನು ಕಡ್ಡಾಯವಾಗಿ ಯಾವುದಾದರೂ ಒಂದು ವಿಮಾ ಕಂಪೆನಿಯ ಅನ್ಯುಟಿ ಯೋಜನೆಯಲ್ಲಿ ತೊಡಗಿಸುವ ನಿರ್ದೇಶನ ವನ್ನು ಎನ್‌ಪಿಎಸ್‌ಗೆ ನೀಡಬೇಕು. ಇದರ ಮೇಲೆ ಜಿಎಸ್‌ಟಿ ಕೂಡಾ ಇರುವುದಿಲ್ಲ. ಎನ್‌ಪಿಎಸ್ ಯೋಜನೆಯ ಇನ್ನೊಂದು ಲಕ್ಷಣ ಏನೆಂದರೆ, 60 ವರ್ಷ ದಾಟಿದವರು ತಮ್ಮ ಹಿಂಪಡೆತವನ್ನು <box>637 523 921 716</box>
subheading: ಖರ್ಚುವೆಚ್ಚ <box>333 352 376 367</box>
table-cell: 3 ವರ್ಷದ ಬಳಿಕ, ಶೇ.25, 3 ಬಾರಿ ಸಾಧ್ಯ <box>834 250 1030 271</box>
table-row <box>638 229 1222 250</box>
subheading: ಹಿಂಪಡೆತ <box>637 408 672 423</box>
footer-email[interactable]: eMail: UdayavaniVedike@manipalmedia.com <box>821 858 1111 872</box>
